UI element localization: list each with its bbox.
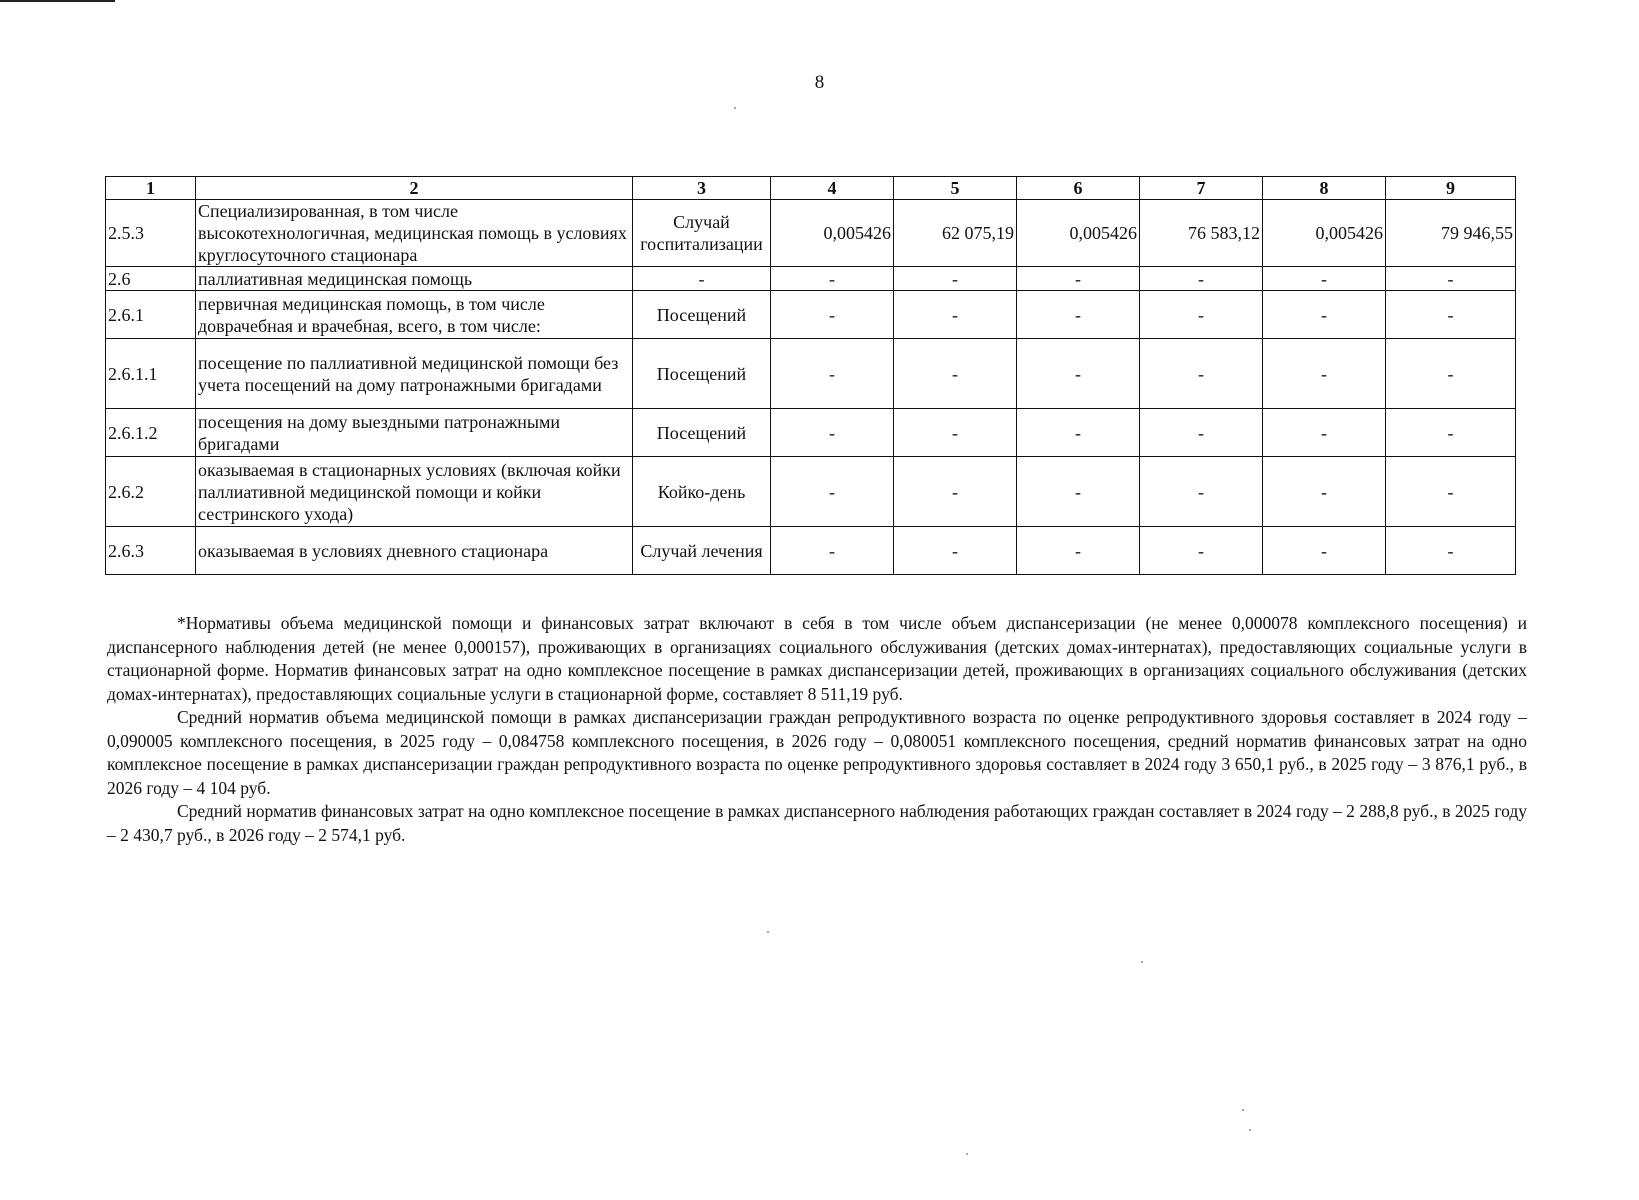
cell-value: - [1263, 457, 1386, 527]
cell-value: - [1386, 409, 1516, 457]
cell-value: - [771, 409, 894, 457]
row-unit: Случай госпитализации [633, 200, 771, 267]
column-header: 4 [771, 177, 894, 200]
column-header: 7 [1140, 177, 1263, 200]
cell-value: - [894, 291, 1017, 339]
cell-value: - [1263, 409, 1386, 457]
table-row [106, 527, 1516, 575]
cell-value: 79 946,55 [1386, 200, 1516, 267]
scan-speck [767, 931, 769, 933]
cell-value: - [1386, 457, 1516, 527]
column-header: 5 [894, 177, 1017, 200]
row-name: посещения на дому выездными патронажными бригадами [196, 409, 633, 457]
cell-value: - [1140, 291, 1263, 339]
cell-value: - [771, 291, 894, 339]
column-header: 3 [633, 177, 771, 200]
row-code: 2.6 [106, 267, 196, 291]
row-unit: Случай лечения [633, 527, 771, 575]
scan-speck [1242, 1109, 1244, 1111]
row-unit: - [633, 267, 771, 291]
scan-edge-mark [0, 0, 115, 2]
cell-value: - [771, 457, 894, 527]
note-paragraph: Средний норматив объема медицинской помощи в рамках диспансеризации граждан репродуктивного возраста по оценке репродуктивного здоровья составляет в 2024 году – 0,090005 комплексного посещения, в 2025 году – 0,084758 комплексного посещения, в 2026 году – 0,080051 комплексного посещения, средний норматив финансовых затрат на одно комплексное посещение в рамках диспансеризации граждан репродуктивного возраста по оценке репродуктивного здоровья составляет в 2024 году 3 650,1 руб., в 2025 году – 3 876,1 руб., в 2026 году – 4 104 руб. [107, 707, 1527, 798]
cell-value: 0,005426 [771, 200, 894, 267]
row-code: 2.6.2 [106, 457, 196, 527]
cell-value: - [771, 339, 894, 409]
table-row [106, 200, 1516, 267]
cell-value: 0,005426 [1017, 200, 1140, 267]
cell-value: - [1017, 291, 1140, 339]
norms-table [105, 176, 1516, 575]
column-header: 6 [1017, 177, 1140, 200]
cell-value: - [1017, 409, 1140, 457]
row-code: 2.6.1 [106, 291, 196, 339]
cell-value: - [1263, 291, 1386, 339]
table-row [106, 409, 1516, 457]
scan-speck [966, 1153, 968, 1155]
cell-value: - [1263, 339, 1386, 409]
table-row [106, 457, 1516, 527]
column-header: 1 [106, 177, 196, 200]
row-code: 2.6.1.2 [106, 409, 196, 457]
cell-value: - [1386, 267, 1516, 291]
table-row [106, 267, 1516, 291]
cell-value: - [1140, 339, 1263, 409]
cell-value: 0,005426 [1263, 200, 1386, 267]
row-name: оказываемая в условиях дневного стационара [196, 527, 633, 575]
row-unit: Посещений [633, 339, 771, 409]
column-header: 2 [196, 177, 633, 200]
row-code: 2.5.3 [106, 200, 196, 267]
row-code: 2.6.1.1 [106, 339, 196, 409]
row-unit: Посещений [633, 291, 771, 339]
row-name: Специализированная, в том числе высокотехнологичная, медицинская помощь в условиях круглосуточного стационара [196, 200, 633, 267]
cell-value: - [894, 267, 1017, 291]
page-number: 8 [814, 72, 825, 93]
row-name: посещение по паллиативной медицинской помощи без учета посещений на дому патронажными бригадами [196, 339, 633, 409]
note-paragraph: *Нормативы объема медицинской помощи и финансовых затрат включают в себя в том числе объем диспансеризации (не менее 0,000078 комплексного посещения) и диспансерного наблюдения детей (не менее 0,000157), проживающих в организациях социального обслуживания (детских домах-интернатах), предоставляющих социальные услуги в стационарной форме. Норматив финансовых затрат на одно комплексное посещение в рамках диспансеризации детей, проживающих в организациях социального обслуживания (детских домах-интернатах), предоставляющих социальные услуги в стационарной форме, составляет 8 511,19 руб. [107, 613, 1527, 704]
cell-value: - [1017, 457, 1140, 527]
cell-value: - [1140, 409, 1263, 457]
row-name: оказываемая в стационарных условиях (включая койки паллиативной медицинской помощи и койки сестринского ухода) [196, 457, 633, 527]
note-paragraph: Средний норматив финансовых затрат на одно комплексное посещение в рамках диспансерного наблюдения работающих граждан составляет в 2024 году – 2 288,8 руб., в 2025 году – 2 430,7 руб., в 2026 году – 2 574,1 руб. [107, 801, 1527, 845]
row-code: 2.6.3 [106, 527, 196, 575]
cell-value: - [1017, 527, 1140, 575]
scan-speck [1141, 961, 1143, 963]
cell-value: - [1263, 267, 1386, 291]
cell-value: - [1263, 527, 1386, 575]
table-row [106, 291, 1516, 339]
cell-value: - [1140, 527, 1263, 575]
scan-speck [1249, 1129, 1251, 1131]
cell-value: - [1386, 527, 1516, 575]
cell-value: - [1386, 291, 1516, 339]
row-name: первичная медицинская помощь, в том числе доврачебная и врачебная, всего, в том числе: [196, 291, 633, 339]
cell-value: - [894, 527, 1017, 575]
cell-value: - [771, 527, 894, 575]
cell-value: - [771, 267, 894, 291]
column-header: 8 [1263, 177, 1386, 200]
cell-value: - [894, 457, 1017, 527]
cell-value: - [894, 409, 1017, 457]
cell-value: - [1140, 267, 1263, 291]
cell-value: 76 583,12 [1140, 200, 1263, 267]
cell-value: - [1017, 339, 1140, 409]
cell-value: - [894, 339, 1017, 409]
row-name: паллиативная медицинская помощь [196, 267, 633, 291]
cell-value: - [1017, 267, 1140, 291]
column-header: 9 [1386, 177, 1516, 200]
cell-value: 62 075,19 [894, 200, 1017, 267]
notes-section [107, 612, 1527, 847]
cell-value: - [1386, 339, 1516, 409]
scan-speck [734, 107, 736, 109]
row-unit: Посещений [633, 409, 771, 457]
table-row [106, 339, 1516, 409]
row-unit: Койко-день [633, 457, 771, 527]
cell-value: - [1140, 457, 1263, 527]
table-header-row [106, 177, 1516, 200]
